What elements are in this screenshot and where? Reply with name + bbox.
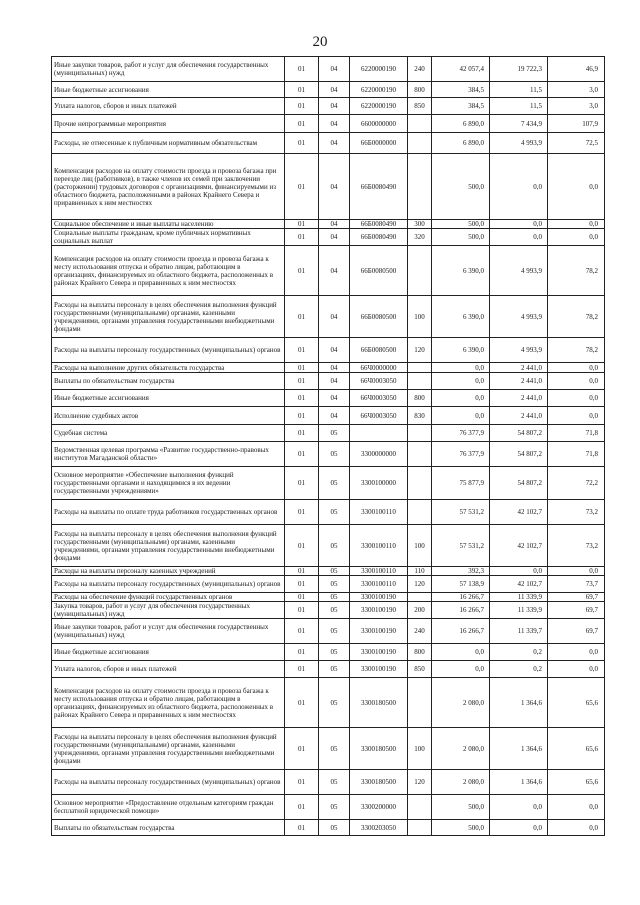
row-percent-cell: 0,0 <box>548 661 605 678</box>
row-name-cell: Иные бюджетные ассигнования <box>52 390 285 407</box>
table-row <box>52 820 605 836</box>
row-plan-cell: 42 057,4 <box>432 57 490 82</box>
row-subsection-cell: 04 <box>319 115 350 133</box>
row-percent-cell: 72,2 <box>548 467 605 500</box>
row-subsection-cell: 04 <box>319 133 350 154</box>
table-row <box>52 407 605 425</box>
row-subsection-cell: 05 <box>319 576 350 593</box>
table-row <box>52 115 605 133</box>
table-row <box>52 296 605 338</box>
row-percent-cell: 107,9 <box>548 115 605 133</box>
row-fact-cell: 11 339,9 <box>490 593 548 602</box>
row-percent-cell: 0,0 <box>548 154 605 220</box>
row-subsection-cell: 05 <box>319 644 350 661</box>
row-section-cell: 01 <box>285 500 319 525</box>
row-name-cell: Основное мероприятие «Обеспечение выполнения функций государственными органами и находящимися в их ведении государственными учреждениями» <box>52 467 285 500</box>
row-fact-cell: 0,0 <box>490 567 548 576</box>
row-fact-cell: 11 339,9 <box>490 602 548 619</box>
row-name-cell: Иные бюджетные ассигнования <box>52 82 285 98</box>
table-row <box>52 467 605 500</box>
row-subsection-cell: 05 <box>319 820 350 836</box>
row-section-cell: 01 <box>285 644 319 661</box>
row-plan-cell: 75 877,9 <box>432 467 490 500</box>
table-row <box>52 98 605 115</box>
row-plan-cell: 76 377,9 <box>432 442 490 467</box>
row-name-cell: Иные закупки товаров, работ и услуг для обеспечения государственных (муниципальных) нужд <box>52 57 285 82</box>
table-row <box>52 442 605 467</box>
row-target-article-cell: 66Б0080490 <box>350 229 408 246</box>
table-row <box>52 619 605 644</box>
row-percent-cell: 69,7 <box>548 593 605 602</box>
row-expense-type-cell <box>408 246 432 296</box>
row-percent-cell: 73,7 <box>548 576 605 593</box>
row-plan-cell: 384,5 <box>432 98 490 115</box>
table-row <box>52 525 605 567</box>
budget-table <box>51 56 605 836</box>
row-section-cell: 01 <box>285 525 319 567</box>
row-section-cell: 01 <box>285 576 319 593</box>
row-plan-cell: 500,0 <box>432 795 490 820</box>
row-fact-cell: 0,2 <box>490 661 548 678</box>
row-percent-cell: 3,0 <box>548 82 605 98</box>
row-plan-cell: 0,0 <box>432 363 490 373</box>
table-row <box>52 133 605 154</box>
row-expense-type-cell: 850 <box>408 661 432 678</box>
row-plan-cell: 0,0 <box>432 644 490 661</box>
row-percent-cell: 0,0 <box>548 220 605 229</box>
row-subsection-cell: 04 <box>319 296 350 338</box>
row-expense-type-cell <box>408 115 432 133</box>
row-fact-cell: 2 441,0 <box>490 390 548 407</box>
row-target-article-cell: 66Б0080500 <box>350 246 408 296</box>
row-target-article-cell: 3300100190 <box>350 619 408 644</box>
row-percent-cell: 69,7 <box>548 619 605 644</box>
row-subsection-cell: 05 <box>319 619 350 644</box>
row-target-article-cell: 3300100190 <box>350 593 408 602</box>
row-name-cell: Расходы на выплаты персоналу казенных учреждений <box>52 567 285 576</box>
row-name-cell: Выплаты по обязательствам государства <box>52 373 285 390</box>
row-expense-type-cell: 830 <box>408 407 432 425</box>
row-plan-cell: 57 138,9 <box>432 576 490 593</box>
row-name-cell: Расходы на выплаты персоналу в целях обеспечения выполнения функций государственными (муниципальными) органами, казенными учреждениями, органами управления государственными внебюджетными фондами <box>52 728 285 770</box>
row-plan-cell: 6 390,0 <box>432 296 490 338</box>
table-row <box>52 567 605 576</box>
row-subsection-cell: 04 <box>319 220 350 229</box>
row-percent-cell: 0,0 <box>548 567 605 576</box>
row-section-cell: 01 <box>285 770 319 795</box>
row-name-cell: Расходы на выплаты по оплате труда работников государственных органов <box>52 500 285 525</box>
row-fact-cell: 42 102,7 <box>490 500 548 525</box>
row-fact-cell: 11 339,7 <box>490 619 548 644</box>
row-name-cell: Основное мероприятие «Предоставление отдельным категориям граждан бесплатной юридической помощи» <box>52 795 285 820</box>
table-body <box>52 57 605 836</box>
row-subsection-cell: 04 <box>319 229 350 246</box>
row-subsection-cell: 04 <box>319 154 350 220</box>
row-target-article-cell: 3300180500 <box>350 728 408 770</box>
table-row <box>52 678 605 728</box>
row-expense-type-cell: 120 <box>408 576 432 593</box>
row-expense-type-cell <box>408 425 432 442</box>
row-expense-type-cell: 850 <box>408 98 432 115</box>
row-target-article-cell: 6220000190 <box>350 57 408 82</box>
row-fact-cell: 42 102,7 <box>490 576 548 593</box>
row-target-article-cell: 66Ч0003050 <box>350 390 408 407</box>
row-plan-cell: 384,5 <box>432 82 490 98</box>
row-fact-cell: 0,2 <box>490 644 548 661</box>
row-subsection-cell: 04 <box>319 246 350 296</box>
row-plan-cell: 2 080,0 <box>432 770 490 795</box>
row-plan-cell: 6 390,0 <box>432 246 490 296</box>
row-target-article-cell: 66Б0000000 <box>350 133 408 154</box>
row-fact-cell: 0,0 <box>490 220 548 229</box>
row-target-article-cell: 66Б0080500 <box>350 296 408 338</box>
row-fact-cell: 1 364,6 <box>490 728 548 770</box>
row-expense-type-cell <box>408 795 432 820</box>
row-target-article-cell: 66Б0080490 <box>350 154 408 220</box>
row-target-article-cell: 3300100110 <box>350 576 408 593</box>
row-fact-cell: 2 441,0 <box>490 407 548 425</box>
row-plan-cell: 16 266,7 <box>432 602 490 619</box>
row-plan-cell: 0,0 <box>432 407 490 425</box>
row-plan-cell: 6 890,0 <box>432 133 490 154</box>
row-plan-cell: 392,3 <box>432 567 490 576</box>
row-section-cell: 01 <box>285 246 319 296</box>
table-row <box>52 390 605 407</box>
table-row <box>52 82 605 98</box>
row-fact-cell: 42 102,7 <box>490 525 548 567</box>
row-section-cell: 01 <box>285 567 319 576</box>
row-name-cell: Расходы на выплаты персоналу государственных (муниципальных) органов <box>52 770 285 795</box>
row-expense-type-cell: 100 <box>408 296 432 338</box>
row-expense-type-cell: 100 <box>408 525 432 567</box>
row-section-cell: 01 <box>285 296 319 338</box>
row-plan-cell: 16 266,7 <box>432 593 490 602</box>
row-expense-type-cell: 100 <box>408 728 432 770</box>
row-section-cell: 01 <box>285 82 319 98</box>
row-section-cell: 01 <box>285 407 319 425</box>
row-target-article-cell: 3300000000 <box>350 442 408 467</box>
row-target-article-cell: 3300180500 <box>350 770 408 795</box>
row-plan-cell: 500,0 <box>432 820 490 836</box>
row-section-cell: 01 <box>285 373 319 390</box>
row-section-cell: 01 <box>285 795 319 820</box>
row-expense-type-cell <box>408 373 432 390</box>
row-name-cell: Уплата налогов, сборов и иных платежей <box>52 98 285 115</box>
row-section-cell: 01 <box>285 220 319 229</box>
row-percent-cell: 3,0 <box>548 98 605 115</box>
row-subsection-cell: 05 <box>319 525 350 567</box>
row-plan-cell: 500,0 <box>432 154 490 220</box>
row-expense-type-cell: 240 <box>408 619 432 644</box>
row-section-cell: 01 <box>285 133 319 154</box>
row-name-cell: Прочие непрограммные мероприятия <box>52 115 285 133</box>
row-fact-cell: 0,0 <box>490 795 548 820</box>
row-section-cell: 01 <box>285 338 319 363</box>
row-fact-cell: 54 807,2 <box>490 467 548 500</box>
row-section-cell: 01 <box>285 363 319 373</box>
table-row <box>52 246 605 296</box>
row-subsection-cell: 05 <box>319 425 350 442</box>
table-row <box>52 602 605 619</box>
row-section-cell: 01 <box>285 820 319 836</box>
row-target-article-cell: 3300100190 <box>350 602 408 619</box>
row-fact-cell: 4 993,9 <box>490 246 548 296</box>
row-target-article-cell: 6220000190 <box>350 82 408 98</box>
row-expense-type-cell: 120 <box>408 338 432 363</box>
row-percent-cell: 71,8 <box>548 442 605 467</box>
table-row <box>52 220 605 229</box>
row-name-cell: Компенсация расходов на оплату стоимости проезда и провоза багажа к месту использования отпуска и обратно лицам, работающим в организациях, финансируемых из областного бюджета, расположенных в районах Крайнего Севера и приравненных к ним местностях <box>52 246 285 296</box>
row-fact-cell: 54 807,2 <box>490 425 548 442</box>
row-section-cell: 01 <box>285 602 319 619</box>
row-expense-type-cell: 800 <box>408 644 432 661</box>
row-section-cell: 01 <box>285 467 319 500</box>
table-row <box>52 57 605 82</box>
row-percent-cell: 0,0 <box>548 795 605 820</box>
table-row <box>52 728 605 770</box>
table-row <box>52 229 605 246</box>
row-expense-type-cell <box>408 593 432 602</box>
table-row <box>52 661 605 678</box>
table-row <box>52 425 605 442</box>
row-subsection-cell: 05 <box>319 500 350 525</box>
row-section-cell: 01 <box>285 678 319 728</box>
row-fact-cell: 2 441,0 <box>490 363 548 373</box>
row-section-cell: 01 <box>285 229 319 246</box>
row-name-cell: Расходы на обеспечение функций государственных органов <box>52 593 285 602</box>
row-plan-cell: 6 390,0 <box>432 338 490 363</box>
row-target-article-cell: 3300100190 <box>350 661 408 678</box>
row-expense-type-cell <box>408 133 432 154</box>
row-section-cell: 01 <box>285 661 319 678</box>
row-percent-cell: 65,6 <box>548 678 605 728</box>
row-fact-cell: 19 722,3 <box>490 57 548 82</box>
row-fact-cell: 4 993,9 <box>490 296 548 338</box>
row-subsection-cell: 04 <box>319 390 350 407</box>
row-plan-cell: 6 890,0 <box>432 115 490 133</box>
row-subsection-cell: 04 <box>319 363 350 373</box>
table-row <box>52 795 605 820</box>
row-fact-cell: 0,0 <box>490 154 548 220</box>
row-name-cell: Исполнение судебных актов <box>52 407 285 425</box>
row-name-cell: Иные бюджетные ассигнования <box>52 644 285 661</box>
row-plan-cell: 500,0 <box>432 220 490 229</box>
row-percent-cell: 72,5 <box>548 133 605 154</box>
page-number: 20 <box>312 34 328 50</box>
row-name-cell: Расходы на выплаты персоналу государственных (муниципальных) органов <box>52 576 285 593</box>
row-fact-cell: 4 993,9 <box>490 133 548 154</box>
row-percent-cell: 73,2 <box>548 525 605 567</box>
row-expense-type-cell: 800 <box>408 82 432 98</box>
row-target-article-cell: 3300100000 <box>350 467 408 500</box>
row-percent-cell: 0,0 <box>548 363 605 373</box>
row-fact-cell: 54 807,2 <box>490 442 548 467</box>
row-plan-cell: 0,0 <box>432 661 490 678</box>
row-percent-cell: 0,0 <box>548 820 605 836</box>
row-section-cell: 01 <box>285 57 319 82</box>
row-section-cell: 01 <box>285 390 319 407</box>
row-subsection-cell: 05 <box>319 593 350 602</box>
row-expense-type-cell: 240 <box>408 57 432 82</box>
row-percent-cell: 78,2 <box>548 338 605 363</box>
row-name-cell: Уплата налогов, сборов и иных платежей <box>52 661 285 678</box>
table-row <box>52 363 605 373</box>
row-subsection-cell: 05 <box>319 602 350 619</box>
row-plan-cell: 0,0 <box>432 390 490 407</box>
row-fact-cell: 11,5 <box>490 82 548 98</box>
row-subsection-cell: 04 <box>319 338 350 363</box>
table-row <box>52 338 605 363</box>
row-section-cell: 01 <box>285 98 319 115</box>
row-subsection-cell: 05 <box>319 678 350 728</box>
table-row <box>52 770 605 795</box>
row-expense-type-cell: 300 <box>408 220 432 229</box>
row-percent-cell: 0,0 <box>548 644 605 661</box>
row-plan-cell: 500,0 <box>432 229 490 246</box>
row-expense-type-cell: 120 <box>408 770 432 795</box>
row-expense-type-cell <box>408 363 432 373</box>
row-expense-type-cell <box>408 500 432 525</box>
row-name-cell: Расходы на выполнение других обязательств государства <box>52 363 285 373</box>
row-percent-cell: 71,8 <box>548 425 605 442</box>
row-name-cell: Расходы на выплаты персоналу в целях обеспечения выполнения функций государственными (муниципальными) органами, казенными учреждениями, органами управления государственными внебюджетными фондами <box>52 296 285 338</box>
row-subsection-cell: 05 <box>319 728 350 770</box>
table-row <box>52 500 605 525</box>
row-target-article-cell: 3300100110 <box>350 500 408 525</box>
row-name-cell: Социальное обеспечение и иные выплаты населению <box>52 220 285 229</box>
row-percent-cell: 73,2 <box>548 500 605 525</box>
row-target-article-cell: 6600000000 <box>350 115 408 133</box>
row-expense-type-cell <box>408 442 432 467</box>
row-plan-cell: 57 531,2 <box>432 500 490 525</box>
row-section-cell: 01 <box>285 154 319 220</box>
row-name-cell: Закупка товаров, работ и услуг для обеспечения государственных (муниципальных) нужд <box>52 602 285 619</box>
row-target-article-cell: 6220000190 <box>350 98 408 115</box>
row-name-cell: Расходы на выплаты персоналу в целях обеспечения выполнения функций государственными (муниципальными) органами, казенными учреждениями, органами управления государственными внебюджетными фондами <box>52 525 285 567</box>
row-expense-type-cell: 110 <box>408 567 432 576</box>
row-target-article-cell: 3300100110 <box>350 525 408 567</box>
row-subsection-cell: 04 <box>319 407 350 425</box>
row-target-article-cell: 66Ч0003050 <box>350 407 408 425</box>
row-subsection-cell: 05 <box>319 442 350 467</box>
row-expense-type-cell <box>408 678 432 728</box>
row-name-cell: Расходы на выплаты персоналу государственных (муниципальных) органов <box>52 338 285 363</box>
row-name-cell: Социальные выплаты гражданам, кроме публичных нормативных социальных выплат <box>52 229 285 246</box>
row-section-cell: 01 <box>285 442 319 467</box>
row-percent-cell: 0,0 <box>548 373 605 390</box>
row-percent-cell: 78,2 <box>548 296 605 338</box>
row-expense-type-cell: 800 <box>408 390 432 407</box>
row-fact-cell: 2 441,0 <box>490 373 548 390</box>
row-name-cell: Иные закупки товаров, работ и услуг для обеспечения государственных (муниципальных) нужд <box>52 619 285 644</box>
row-section-cell: 01 <box>285 593 319 602</box>
row-name-cell: Компенсация расходов на оплату стоимости проезда и провоза багажа к месту использования отпуска и обратно лицам, работающим в организациях, финансируемых из областного бюджета, расположенных в районах Крайнего Севера и приравненных к ним местностях <box>52 678 285 728</box>
row-target-article-cell: 66Б0080500 <box>350 338 408 363</box>
row-subsection-cell: 04 <box>319 373 350 390</box>
row-subsection-cell: 04 <box>319 57 350 82</box>
row-subsection-cell: 05 <box>319 661 350 678</box>
row-percent-cell: 0,0 <box>548 407 605 425</box>
row-plan-cell: 2 080,0 <box>432 728 490 770</box>
row-fact-cell: 1 364,6 <box>490 770 548 795</box>
row-name-cell: Ведомственная целевая программа «Развитие государственно-правовых институтов Магаданской области» <box>52 442 285 467</box>
row-percent-cell: 46,9 <box>548 57 605 82</box>
row-subsection-cell: 05 <box>319 567 350 576</box>
table-row <box>52 373 605 390</box>
row-expense-type-cell <box>408 467 432 500</box>
row-plan-cell: 2 080,0 <box>432 678 490 728</box>
row-percent-cell: 0,0 <box>548 390 605 407</box>
row-subsection-cell: 05 <box>319 467 350 500</box>
table-row <box>52 644 605 661</box>
row-plan-cell: 57 531,2 <box>432 525 490 567</box>
row-fact-cell: 0,0 <box>490 820 548 836</box>
row-target-article-cell: 3300180500 <box>350 678 408 728</box>
row-target-article-cell: 3300203050 <box>350 820 408 836</box>
row-percent-cell: 0,0 <box>548 229 605 246</box>
row-subsection-cell: 05 <box>319 795 350 820</box>
table-row <box>52 154 605 220</box>
table-row <box>52 593 605 602</box>
row-target-article-cell: 3300200000 <box>350 795 408 820</box>
row-target-article-cell: 66Б0080490 <box>350 220 408 229</box>
row-expense-type-cell: 320 <box>408 229 432 246</box>
row-name-cell: Судебная система <box>52 425 285 442</box>
row-plan-cell: 0,0 <box>432 373 490 390</box>
row-subsection-cell: 05 <box>319 770 350 795</box>
row-target-article-cell: 66Ч0003050 <box>350 373 408 390</box>
row-target-article-cell: 66Ч0000000 <box>350 363 408 373</box>
row-name-cell: Выплаты по обязательствам государства <box>52 820 285 836</box>
row-fact-cell: 4 993,9 <box>490 338 548 363</box>
row-expense-type-cell: 200 <box>408 602 432 619</box>
row-name-cell: Компенсация расходов на оплату стоимости проезда и провоза багажа при переезде лиц (работников), в также членов их семей при заключении (расторжении) трудовых договоров с организациями, финансируемыми из областного бюджета, расположенными в районах Крайнего Севера и приравненных к ним местностях <box>52 154 285 220</box>
row-plan-cell: 76 377,9 <box>432 425 490 442</box>
row-section-cell: 01 <box>285 619 319 644</box>
row-expense-type-cell <box>408 154 432 220</box>
row-name-cell: Расходы, не отнесенные к публичным нормативным обязательствам <box>52 133 285 154</box>
row-section-cell: 01 <box>285 115 319 133</box>
row-subsection-cell: 04 <box>319 82 350 98</box>
row-section-cell: 01 <box>285 425 319 442</box>
row-target-article-cell: 3300100190 <box>350 644 408 661</box>
row-fact-cell: 1 364,6 <box>490 678 548 728</box>
row-fact-cell: 0,0 <box>490 229 548 246</box>
row-target-article-cell: 3300100110 <box>350 567 408 576</box>
row-fact-cell: 11,5 <box>490 98 548 115</box>
row-percent-cell: 65,6 <box>548 770 605 795</box>
row-subsection-cell: 04 <box>319 98 350 115</box>
table-row <box>52 576 605 593</box>
row-percent-cell: 69,7 <box>548 602 605 619</box>
row-section-cell: 01 <box>285 728 319 770</box>
row-plan-cell: 16 266,7 <box>432 619 490 644</box>
row-target-article-cell <box>350 425 408 442</box>
row-percent-cell: 78,2 <box>548 246 605 296</box>
row-percent-cell: 65,6 <box>548 728 605 770</box>
row-fact-cell: 7 434,9 <box>490 115 548 133</box>
row-expense-type-cell <box>408 820 432 836</box>
